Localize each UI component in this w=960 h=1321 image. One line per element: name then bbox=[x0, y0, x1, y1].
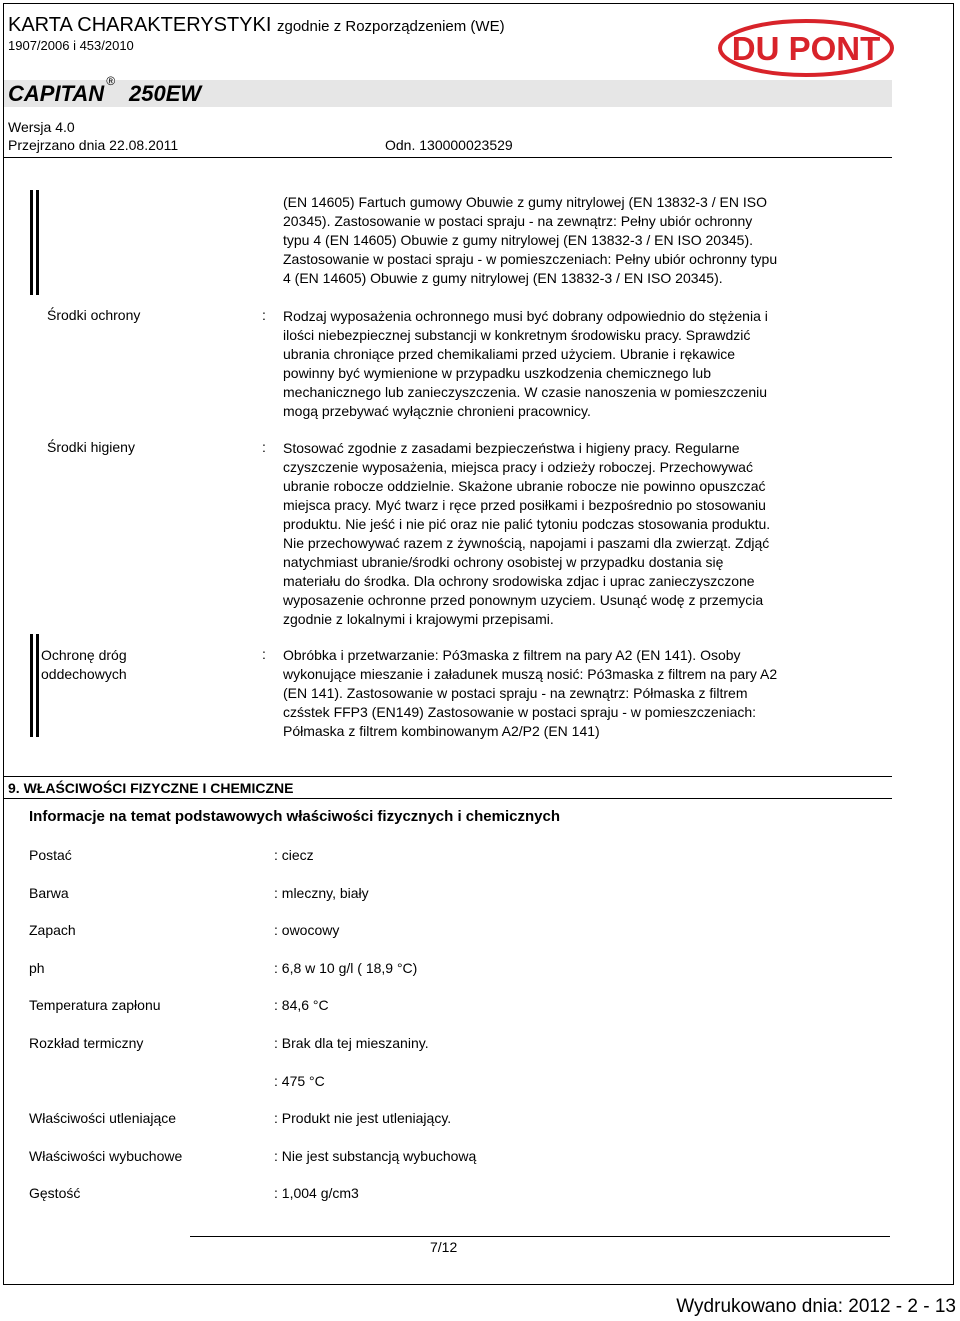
property-label: Temperatura zapłonu bbox=[29, 997, 161, 1013]
hygiene-measures-label: Środki higieny bbox=[47, 439, 135, 455]
property-value: : Nie jest substancją wybuchową bbox=[274, 1148, 477, 1164]
header-divider bbox=[4, 157, 892, 158]
property-value: : Produkt nie jest utleniający. bbox=[274, 1110, 452, 1126]
version: Wersja 4.0 bbox=[8, 119, 75, 135]
property-label: Rozkład termiczny bbox=[29, 1035, 144, 1051]
property-label: Właściwości wybuchowe bbox=[29, 1148, 183, 1164]
property-value: : 6,8 w 10 g/l ( 18,9 °C) bbox=[274, 960, 418, 976]
section-divider bbox=[4, 798, 892, 799]
colon: : bbox=[262, 439, 266, 455]
colon: : bbox=[262, 307, 266, 323]
colon: : bbox=[262, 646, 266, 662]
property-label: Zapach bbox=[29, 922, 76, 938]
revision-date: Przejrzano dnia 22.08.2011 bbox=[8, 137, 179, 153]
section-9-heading: 9. WŁAŚCIWOŚCI FIZYCZNE I CHEMICZNE bbox=[8, 780, 294, 796]
page-number: 7/12 bbox=[430, 1239, 458, 1255]
property-label: Postać bbox=[29, 847, 72, 863]
section-9-subheading: Informacje na temat podstawowych właściwości fizycznych i chemicznych bbox=[29, 808, 560, 825]
dupont-logo bbox=[716, 18, 896, 78]
respiratory-protection-text: Obróbka i przetwarzanie: Pó3maska z filtrem na pary A2 (EN 141). Osoby wykonujące mieszanie i załadunek muszą nosić: Pó3maska z filtrem na pary A2 (EN 141). Zastosowanie w postaci spraju - na zewnątrz: Półmaska z filtrem czśstek FFP3 (EN149) Zastosowanie w postaci spraju - w pomieszczeniach: Półmaska z filtrem kombinowanym A2/P2 (EN 141) bbox=[283, 647, 778, 739]
product-name: CAPITAN®250EW bbox=[8, 73, 202, 106]
hygiene-measures-text: Stosować zgodnie z zasadami bezpieczeństwa i higieny pracy. Regularne czyszczenie wyposażenia, miejsca pracy i odzieży roboczej. Przechowywać ubranie robocze oddzielnie. Skażone ubranie robocze nie powinno opuszczać miejsca pracy. Myć twarz i ręce przed posiłkami i bezpośrednio po stosowaniu produktu. Nie jeść i nie pić oraz nie palić tytoniu podczas stosowania produktu. Nie przechowywać razem z żywnością, napojami i paszami dla zwierząt. Zdjąć natychmiast ubranie/środki ochrony osobistej w przypadku dostania się materiału do środka. Dla ochrony srodowiska zdjac i uprac zanieczyszczone wyposazenie ochronne przed ponownym uzyciem. Usunąć wodę z przemycia zgodnie z lokalnymi i krajowymi przepisami. bbox=[283, 440, 771, 627]
property-label: Barwa bbox=[29, 885, 69, 901]
respiratory-protection-label: Ochronę dróg oddechowych bbox=[41, 647, 127, 682]
protective-measures-label: Środki ochrony bbox=[47, 307, 141, 323]
property-value: : 1,004 g/cm3 bbox=[274, 1185, 359, 1201]
property-label: Gęstość bbox=[29, 1185, 81, 1201]
section-divider bbox=[4, 776, 892, 777]
document-title: KARTA CHARAKTERYSTYKI zgodnie z Rozporządzeniem (WE) bbox=[8, 14, 505, 36]
property-label: ph bbox=[29, 960, 45, 976]
logo-text: DU PONT bbox=[731, 30, 881, 67]
change-bar bbox=[30, 190, 45, 295]
property-value: : Brak dla tej mieszaniny. bbox=[274, 1035, 429, 1051]
property-value: : ciecz bbox=[274, 847, 314, 863]
protective-measures-text: Rodzaj wyposażenia ochronnego musi być dobrany odpowiednio do stężenia i ilości niebezpiecznej substancji w konkretnym środowisku pracy. Sprawdzić ubrania chroniące przed chemikaliami przed użyciem. Ubranie i rękawice powinny być wymienione w przypadku uszkodzenia chemicznego lub mechanicznego lub zanieczyszczenia. W czasie nanoszenia w pomieszczeniu mogą przebywać wyłącznie chronieni pracownicy. bbox=[283, 308, 768, 419]
order-number: Odn. 130000023529 bbox=[385, 137, 513, 153]
page-number-rule bbox=[190, 1236, 890, 1237]
property-value: : 84,6 °C bbox=[274, 997, 329, 1013]
regulation-reference: 1907/2006 i 453/2010 bbox=[8, 38, 134, 53]
property-value: : owocowy bbox=[274, 922, 340, 938]
property-value: : mleczny, biały bbox=[274, 885, 369, 901]
property-label: Właściwości utleniające bbox=[29, 1110, 177, 1126]
continuation-text: (EN 14605) Fartuch gumowy Obuwie z gumy nitrylowej (EN 13832-3 / EN ISO 20345). Zastosowanie w postaci spraju - na zewnątrz: Pełny ubiór ochronny typu 4 (EN 14605) Obuwie z gumy nitrylowej (EN 13832-3 / EN ISO 20345). Zastosowanie w postaci spraju - w pomieszczeniach: Pełny ubiór ochronny typu 4 (EN 14605) Obuwie z gumy nitrylowej (EN 13832-3 / EN ISO 20345). bbox=[283, 194, 778, 286]
printed-date: Wydrukowano dnia: 2012 - 2 - 13 bbox=[676, 1296, 956, 1317]
property-value: : 475 °C bbox=[274, 1073, 325, 1089]
